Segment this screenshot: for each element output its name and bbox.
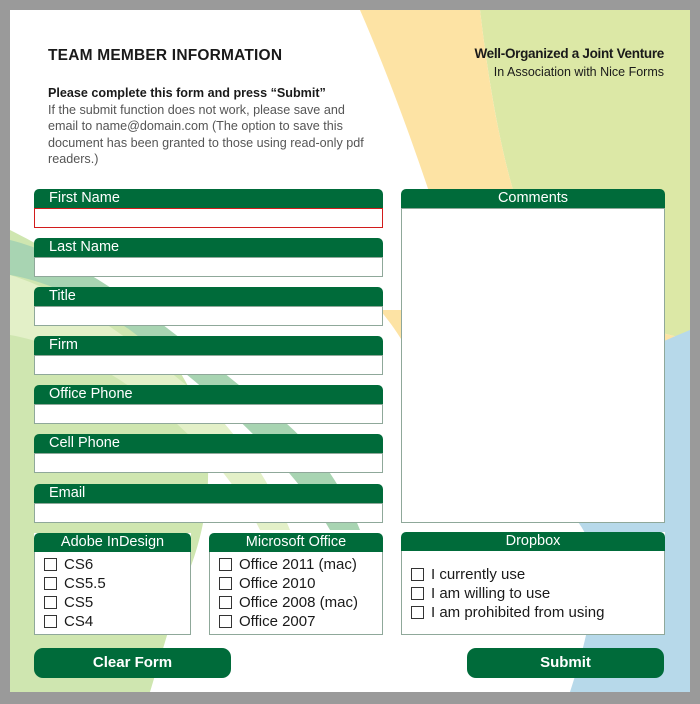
checkbox-row[interactable] [44, 574, 190, 593]
email-input[interactable] [34, 503, 383, 523]
checkbox[interactable] [411, 568, 424, 581]
checkbox-row[interactable] [411, 565, 664, 584]
first-name-input[interactable] [34, 208, 383, 228]
checkbox-row[interactable] [219, 555, 382, 574]
checkbox-row[interactable] [219, 574, 382, 593]
field-cell-phone [34, 434, 383, 473]
checkbox-label: CS5.5 [64, 575, 106, 592]
dropbox-options [401, 551, 665, 635]
cell-phone-input[interactable] [34, 453, 383, 473]
checkbox-label: CS4 [64, 613, 94, 630]
form-title: TEAM MEMBER INFORMATION [48, 47, 283, 64]
indesign-group-title: Adobe InDesign [34, 533, 191, 552]
title-input[interactable] [34, 306, 383, 326]
checkbox[interactable] [411, 587, 424, 600]
checkbox[interactable] [219, 615, 232, 628]
field-label-email: Email [34, 484, 383, 503]
field-label-first-name: First Name [34, 189, 383, 208]
checkbox[interactable] [44, 596, 57, 609]
checkbox[interactable] [219, 596, 232, 609]
last-name-input[interactable] [34, 257, 383, 277]
field-label-office-phone: Office Phone [34, 385, 383, 404]
checkbox-row[interactable] [219, 612, 382, 631]
office-group [209, 533, 383, 635]
checkbox[interactable] [219, 577, 232, 590]
checkbox-row[interactable] [411, 603, 664, 622]
field-label-last-name: Last Name [34, 238, 383, 257]
checkbox[interactable] [219, 558, 232, 571]
checkbox[interactable] [44, 558, 57, 571]
field-firm [34, 336, 383, 375]
checkbox-label: CS6 [64, 556, 94, 573]
brand-subtitle: In Association with Nice Forms [493, 65, 664, 79]
field-label-firm: Firm [34, 336, 383, 355]
field-office-phone [34, 385, 383, 424]
firm-input[interactable] [34, 355, 383, 375]
checkbox-row[interactable] [219, 593, 382, 612]
checkbox-label: CS5 [64, 594, 94, 611]
comments-label: Comments [401, 189, 665, 208]
field-email [34, 484, 383, 523]
checkbox-label: Office 2011 (mac) [239, 556, 357, 573]
checkbox-row[interactable] [44, 593, 190, 612]
brand-name: Well-Organized a Joint Venture [474, 46, 664, 61]
office-group-title: Microsoft Office [209, 533, 383, 552]
indesign-group [34, 533, 191, 635]
instructions-body: If the submit function does not work, please save and email to name@domain.com (The option to save this document has been granted to those using read-only pdf readers.) [48, 102, 364, 166]
checkbox-label: I am willing to use [431, 585, 551, 602]
checkbox-label: Office 2008 (mac) [239, 594, 358, 611]
office-options [209, 552, 383, 635]
dropbox-group-title: Dropbox [401, 532, 665, 551]
instructions-lead: Please complete this form and press “Submit” [48, 86, 326, 100]
form-page [10, 10, 690, 692]
instructions [48, 85, 368, 168]
dropbox-group [401, 532, 665, 635]
field-last-name [34, 238, 383, 277]
indesign-options [34, 552, 191, 635]
comments-section [401, 189, 665, 523]
checkbox[interactable] [44, 577, 57, 590]
checkbox-label: Office 2010 [239, 575, 316, 592]
field-title [34, 287, 383, 326]
checkbox-row[interactable] [411, 584, 664, 603]
checkbox-row[interactable] [44, 612, 190, 631]
field-label-cell-phone: Cell Phone [34, 434, 383, 453]
office-phone-input[interactable] [34, 404, 383, 424]
clear-form-button[interactable]: Clear Form [34, 648, 231, 678]
checkbox-label: Office 2007 [239, 613, 316, 630]
checkbox-label: I currently use [431, 566, 526, 583]
checkbox-row[interactable] [44, 555, 190, 574]
field-label-title: Title [34, 287, 383, 306]
checkbox-label: I am prohibited from using [431, 604, 605, 621]
checkbox[interactable] [44, 615, 57, 628]
comments-textarea[interactable] [401, 208, 665, 523]
field-first-name [34, 189, 383, 228]
submit-button[interactable]: Submit [467, 648, 664, 678]
checkbox[interactable] [411, 606, 424, 619]
